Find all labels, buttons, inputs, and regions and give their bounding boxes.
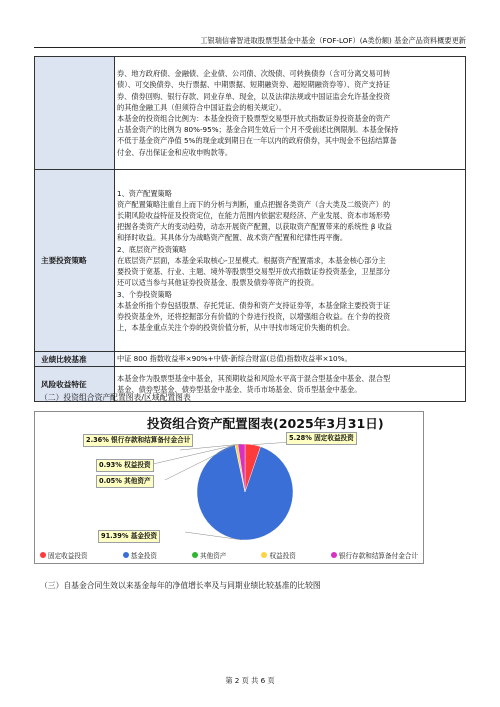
table-row-investment-strategy	[35, 170, 466, 352]
text-line: 和择时收益。其具体分为战略资产配置、战术资产配置和纪律性再平衡。	[117, 233, 348, 243]
legend-label: 权益投资	[269, 552, 296, 560]
text-line: 券、债券回购、银行存款、同业存单、现金，以及法律法规或中国证监会允许基金投资	[117, 91, 391, 101]
text-line: 券投资基金外，还将挖掘部分有价值的个券进行投资，以增强组合收益。在个券的投资	[117, 311, 391, 321]
chart-title: 投资组合资产配置图表(2025年3月31日)	[147, 416, 384, 431]
text-line: 本基金作为股票型基金中基金，其预期收益和风险水平高于混合型基金中基金、混合型	[117, 373, 391, 383]
strategy-label: 主要投资策略	[35, 170, 115, 352]
table-row-investment-scope	[35, 57, 466, 170]
benchmark-text: 中证 800 指数收益率×90%+中债-新综合财富(总值)指数收益率×10%。	[117, 354, 352, 364]
page-header	[34, 34, 466, 48]
legend-swatch	[261, 552, 267, 558]
text-line: 还可以适当参与其他证券投资基金、股票及债券等资产的投资。	[117, 278, 319, 288]
text-line: 的其他金融工具（但须符合中国证监会的相关规定）。	[117, 102, 286, 112]
text-line: 长期风险收益特征及投资定位，在能力范围内依据宏观经济、产业发展、资本市场形势	[117, 211, 391, 221]
text-line: 要投资于宽基、行业、主题、境外等股票型交易型开放式指数证券投资基金，卫星部分	[117, 267, 391, 277]
text-line: 1、资产配置策略	[117, 188, 172, 198]
text-line: 基金、债券型基金、债券型基金中基金、货币市场基金、货币型基金中基金。	[117, 385, 362, 394]
legend-label: 其他资产	[200, 552, 227, 560]
text-line: 上，本基金重点关注个券的投资价值分析，从中寻找市场定价失衡的机会。	[117, 323, 355, 333]
callout-fund-investment: 91.39% 基金投资	[98, 530, 160, 543]
text-line: 在底层资产层面，本基金采取核心-卫星模式。根据资产配置需求，本基金核心部分主	[117, 255, 386, 265]
callout-bank-deposits: 2.36% 银行存款和结算备付金合计	[83, 434, 193, 447]
text-line: 券、地方政府债、金融债、企业债、公司债、次级债、可转换债券（含可分离交易可转	[117, 69, 391, 79]
text-line: 资产配置策略注重自上而下的分析与判断，重点把握各类资产（含大类及二级资产）的	[117, 199, 391, 209]
benchmark-label: 业绩比较基准	[35, 352, 115, 367]
callout-other-assets: 0.05% 其他资产	[96, 475, 154, 488]
legend-label: 银行存款和结算备付金合计	[338, 552, 418, 560]
legend-item	[331, 550, 418, 560]
table-label-empty	[35, 57, 115, 170]
benchmark-cell	[115, 352, 466, 367]
legend-swatch	[192, 552, 198, 558]
callout-equity: 0.93% 权益投资	[96, 459, 154, 472]
text-line: 付金、存出保证金和应收申购款等。	[117, 147, 233, 157]
investment-scope-cell	[115, 57, 466, 170]
callout-fixed-income: 5.28% 固定收益投资	[286, 432, 357, 445]
fund-info-table	[34, 56, 466, 402]
text-line: 2、底层资产投资策略	[117, 244, 187, 254]
legend-label: 固定收益投资	[48, 552, 88, 560]
legend-item	[261, 550, 295, 560]
legend-item	[192, 550, 226, 560]
legend-swatch	[331, 552, 337, 558]
text-line: 本基金所指个券包括股票、存托凭证、债券和资产支持证券等，本基金除主要投资于证	[117, 300, 391, 310]
section-title-allocation: （二）投资组合资产配置图表/区域配置图表	[40, 393, 191, 402]
legend-label: 基金投资	[130, 552, 157, 560]
strategy-cell	[115, 170, 466, 352]
text-line: 占基金资产的比例为 80%-95%；基金合同生效后一个月不受前述比例限制。本基金保持	[117, 125, 399, 135]
text-line: 不低于基金资产净值 5%的现金或到期日在一年以内的政府债券，其中现金不包括结算备	[117, 136, 397, 146]
text-line: 本基金的投资组合比例为：本基金投资于股票型交易型开放式指数证券投资基金的资产	[117, 114, 391, 123]
page-footer: 第 2 页 共 6 页	[225, 676, 275, 685]
legend-item	[123, 550, 157, 560]
table-row-benchmark	[35, 352, 466, 367]
legend-item	[40, 550, 88, 560]
risk-label: 风险收益特征	[35, 367, 115, 402]
text-line: 3、个券投资策略	[117, 289, 172, 299]
text-line: 把握各类资产大的变动趋势，动态开展资产配置，以获取资产配置带来的系统性 β 收益	[117, 222, 393, 232]
section-title-performance: （三）自基金合同生效以来基金每年的净值增长率及与同期业绩比较基准的比较图	[40, 581, 321, 590]
legend-swatch	[123, 552, 129, 558]
page-header-title: 工银瑞信睿智进取股票型基金中基金（FOF-LOF）(A类份额) 基金产品资料概要更新	[200, 36, 466, 45]
text-line: 债）、可交换债券、央行票据、中期票据、短期融资券、超短期融资券等）、资产支持证	[117, 80, 391, 90]
chart-legend	[36, 548, 422, 562]
allocation-chart	[34, 411, 424, 564]
legend-swatch	[40, 552, 46, 558]
